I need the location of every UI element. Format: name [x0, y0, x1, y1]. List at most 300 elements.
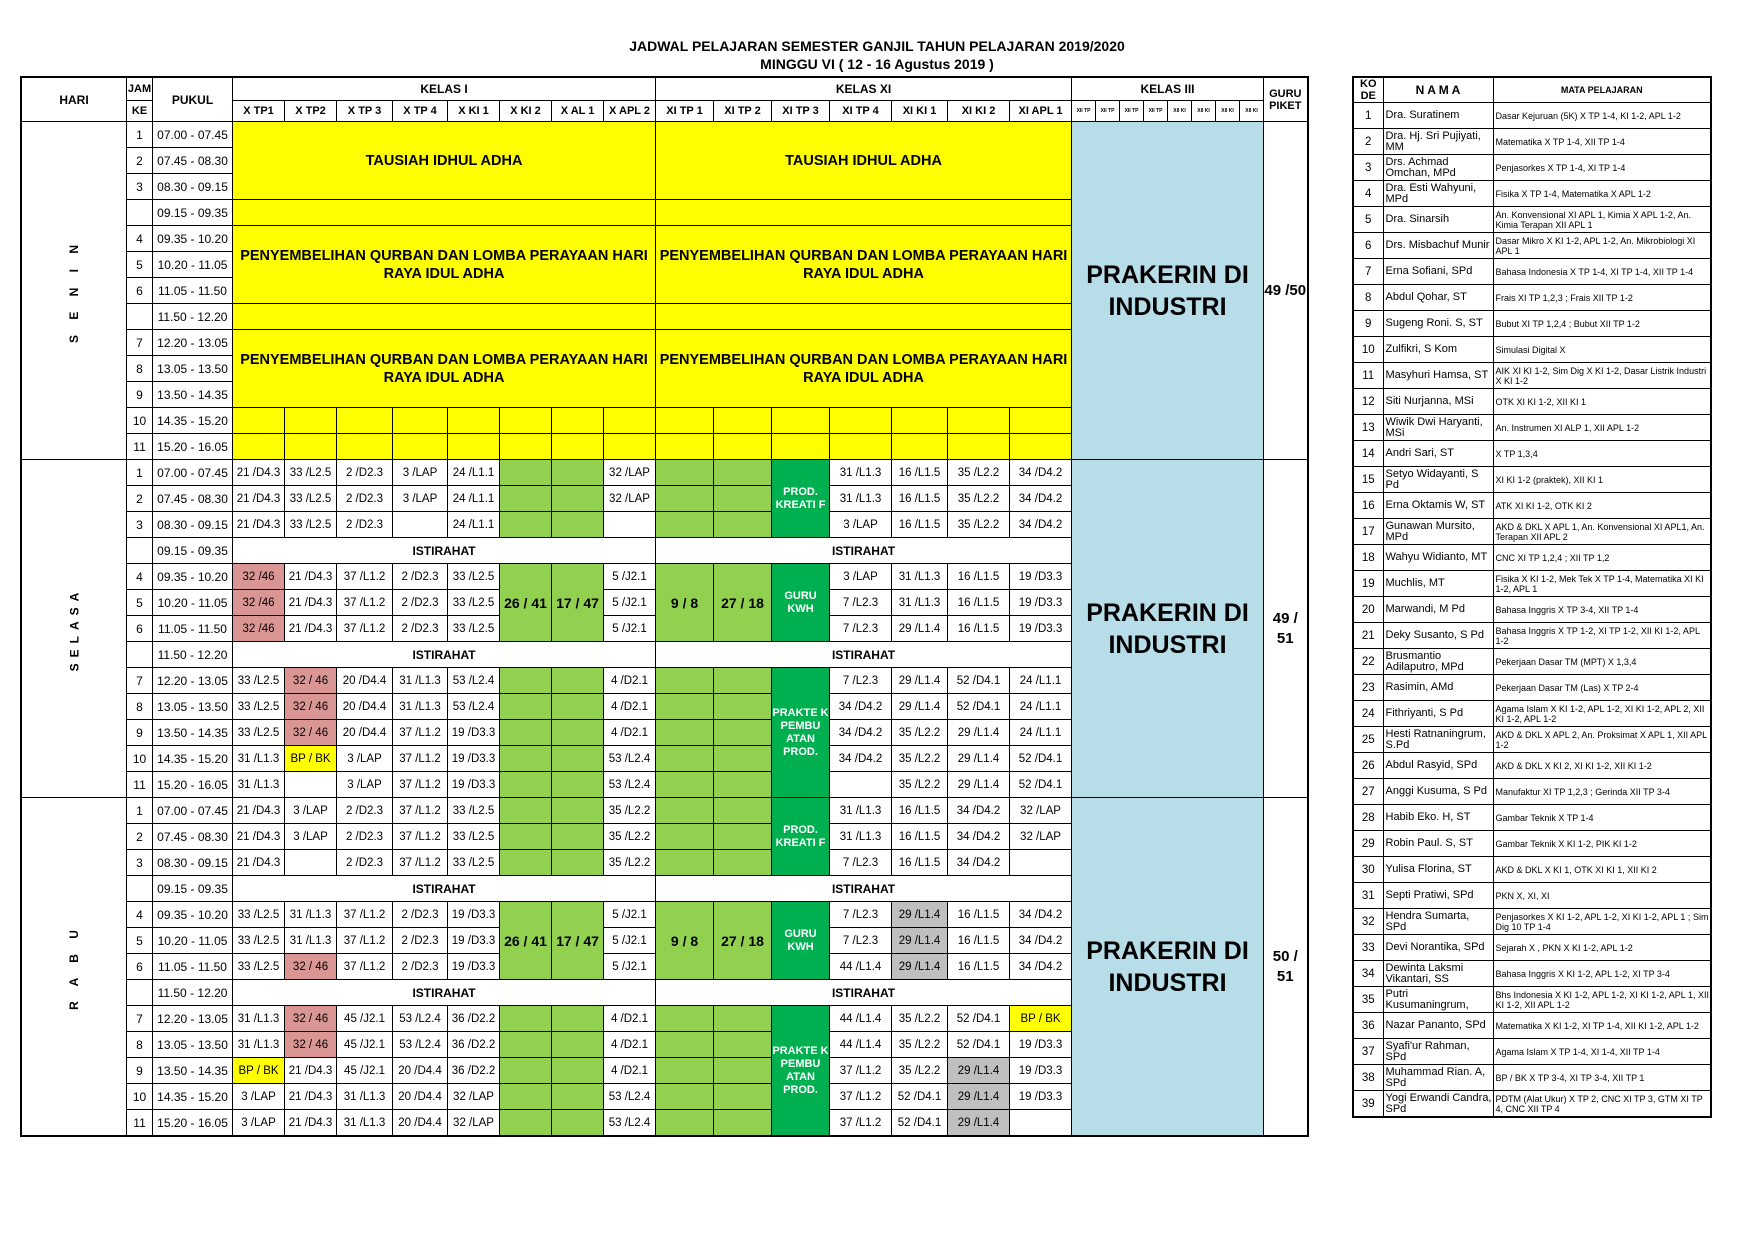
schedule-cell: 37 /L1.2 — [393, 798, 448, 824]
class-header: XI KI 2 — [948, 101, 1010, 122]
schedule-cell: 29 /L1.4 — [892, 616, 948, 642]
schedule-cell: 35 /L2.2 — [892, 772, 948, 798]
teacher-row — [1353, 103, 1711, 129]
schedule-cell: 32 / 46 — [285, 668, 337, 694]
schedule-cell: 29 /L1.4 — [892, 902, 948, 928]
time-slot: 13.05 - 13.50 — [153, 356, 233, 382]
teacher-row — [1353, 493, 1711, 519]
schedule-cell: 34 /D4.2 — [1010, 460, 1072, 486]
empty-cell — [552, 1058, 604, 1084]
teacher-row — [1353, 519, 1711, 545]
schedule-cell: 21 /D4.3 — [285, 564, 337, 590]
teacher-mapel: BP / BK X TP 3-4, XI TP 3-4, XII TP 1 — [1493, 1065, 1711, 1091]
empty-cell — [656, 772, 714, 798]
schedule-cell: 34 /D4.2 — [830, 746, 892, 772]
empty-cell — [552, 824, 604, 850]
empty-cell — [500, 694, 552, 720]
time-slot: 12.20 - 13.05 — [153, 1006, 233, 1032]
class-header: XII KI — [1192, 101, 1216, 122]
schedule-cell: 24 /L1.1 — [448, 460, 500, 486]
schedule-cell: 19 /D3.3 — [1010, 564, 1072, 590]
empty-cell — [714, 824, 772, 850]
empty-cell — [714, 772, 772, 798]
teacher-nama: Setyo Widayanti, S Pd — [1383, 467, 1493, 493]
schedule-cell: 37 /L1.2 — [337, 590, 393, 616]
empty-cell — [552, 408, 604, 434]
teacher-mapel: PKN X, XI, XI — [1493, 883, 1711, 909]
jam-ke: 10 — [127, 1084, 153, 1110]
teacher-kode: 19 — [1353, 571, 1383, 597]
teacher-nama: Robin Paul. S, ST — [1383, 831, 1493, 857]
jam-ke: 4 — [127, 226, 153, 252]
schedule-cell: 37 /L1.2 — [393, 720, 448, 746]
empty-cell — [552, 720, 604, 746]
teacher-nama: Andri Sari, ST — [1383, 441, 1493, 467]
guru-piket-rabu: 50 / 51 — [1264, 798, 1308, 1137]
empty-cell — [714, 1006, 772, 1032]
teacher-mapel: An. Instrumen XI ALP 1, XII APL 1-2 — [1493, 415, 1711, 441]
schedule-cell: 33 /L2.5 — [448, 824, 500, 850]
schedule-cell: 2 /D2.3 — [337, 486, 393, 512]
teacher-nama: Abdul Qohar, ST — [1383, 285, 1493, 311]
empty-cell — [714, 408, 772, 434]
empty-cell — [892, 408, 948, 434]
schedule-cell: 32 /LAP — [448, 1084, 500, 1110]
class-header: XII KI — [1216, 101, 1240, 122]
schedule-cell: 44 /L1.4 — [830, 1032, 892, 1058]
schedule-cell: 16 /L1.5 — [892, 824, 948, 850]
teacher-nama: Dra. Hj. Sri Pujiyati, MM — [1383, 129, 1493, 155]
jam-ke: 6 — [127, 616, 153, 642]
schedule-cell: 19 /D3.3 — [448, 720, 500, 746]
teacher-mapel: AKD & DKL X KI 2, XI KI 1-2, XII KI 1-2 — [1493, 753, 1711, 779]
schedule-cell: 19 /D3.3 — [448, 902, 500, 928]
schedule-cell: 52 /D4.1 — [892, 1110, 948, 1137]
empty-cell — [656, 694, 714, 720]
schedule-cell: 29 /L1.4 — [892, 928, 948, 954]
time-slot: 11.05 - 11.50 — [153, 616, 233, 642]
schedule-cell: 32 /LAP — [1010, 824, 1072, 850]
schedule-cell: 31 /L1.3 — [830, 824, 892, 850]
schedule-cell: 52 /D4.1 — [1010, 746, 1072, 772]
teacher-row — [1353, 467, 1711, 493]
schedule-cell: 7 /L2.3 — [830, 850, 892, 876]
empty-cell — [830, 434, 892, 460]
schedule-cell: 31 /L1.3 — [830, 798, 892, 824]
schedule-cell: 2 /D2.3 — [337, 824, 393, 850]
schedule-cell: 3 /LAP — [337, 746, 393, 772]
teacher-nama: Brusmantio Adilaputro, MPd — [1383, 649, 1493, 675]
schedule-cell: 24 /L1.1 — [448, 512, 500, 538]
schedule-cell: 7 /L2.3 — [830, 902, 892, 928]
empty-cell — [656, 1032, 714, 1058]
empty-cell — [656, 1110, 714, 1137]
schedule-cell: 21 /D4.3 — [285, 616, 337, 642]
schedule-cell: 20 /D4.4 — [393, 1084, 448, 1110]
istirahat-row: ISTIRAHAT — [656, 980, 1072, 1006]
schedule-cell: 33 /L2.5 — [233, 720, 285, 746]
empty-cell — [714, 434, 772, 460]
schedule-cell: 31 /L1.3 — [830, 460, 892, 486]
schedule-cell — [830, 772, 892, 798]
guru-piket-selasa: 49 / 51 — [1264, 460, 1308, 798]
qurban-event: PENYEMBELIHAN QURBAN DAN LOMBA PERAYAAN HARI RAYA IDUL ADHA — [233, 226, 656, 304]
time-slot: 09.35 - 10.20 — [153, 226, 233, 252]
schedule-cell: 33 /L2.5 — [233, 928, 285, 954]
teacher-nama: Hendra Sumarta, SPd — [1383, 909, 1493, 935]
schedule-cell: 32 /46 — [233, 616, 285, 642]
empty-cell — [500, 1032, 552, 1058]
schedule-cell: 16 /L1.5 — [892, 512, 948, 538]
istirahat-row: ISTIRAHAT — [233, 642, 656, 668]
jam-ke — [127, 642, 153, 668]
schedule-cell: 37 /L1.2 — [393, 850, 448, 876]
schedule-cell: 21 /D4.3 — [233, 850, 285, 876]
jam-ke: 3 — [127, 174, 153, 200]
schedule-cell: 2 /D2.3 — [393, 590, 448, 616]
schedule-cell: 35 /L2.2 — [604, 824, 656, 850]
empty-cell — [500, 1006, 552, 1032]
teacher-nama: Muhammad Rian. A, SPd — [1383, 1065, 1493, 1091]
schedule-cell: 21 /D4.3 — [233, 460, 285, 486]
schedule-cell: 33 /L2.5 — [448, 616, 500, 642]
schedule-cell: 24 /L1.1 — [1010, 720, 1072, 746]
empty-cell — [233, 434, 285, 460]
teacher-mapel: Bhs Indonesia X KI 1-2, APL 1-2, XI KI 1-2, APL 1, XII KI 1-2, XII APL 1-2 — [1493, 987, 1711, 1013]
teacher-mapel: An. Konvensional XI APL 1, Kimia X APL 1-2, An. Kimia Terapan XII APL 1 — [1493, 207, 1711, 233]
schedule-cell: 19 /D3.3 — [448, 746, 500, 772]
schedule-cell: 33 /L2.5 — [233, 902, 285, 928]
schedule-cell: 5 /J2.1 — [604, 564, 656, 590]
xi-tp3-block: PRAKTE K PEMBU ATAN PROD. — [772, 668, 830, 798]
schedule-cell: 31 /L1.3 — [830, 486, 892, 512]
teacher-row — [1353, 779, 1711, 805]
schedule-cell: 24 /L1.1 — [1010, 694, 1072, 720]
schedule-cell: 31 /L1.3 — [393, 668, 448, 694]
schedule-cell: 5 /J2.1 — [604, 590, 656, 616]
teacher-nama: Drs. Achmad Omchan, MPd — [1383, 155, 1493, 181]
teacher-kode: 39 — [1353, 1091, 1383, 1118]
schedule-cell: 52 /D4.1 — [948, 668, 1010, 694]
empty-cell — [714, 694, 772, 720]
schedule-cell: 3 /LAP — [830, 512, 892, 538]
teacher-kode: 9 — [1353, 311, 1383, 337]
teacher-kode: 6 — [1353, 233, 1383, 259]
class-header: X TP2 — [285, 101, 337, 122]
teacher-nama: Putri Kusumaningrum, — [1383, 987, 1493, 1013]
teacher-row — [1353, 285, 1711, 311]
teacher-mapel: PDTM (Alat Ukur) X TP 2, CNC XI TP 3, GTM XI TP 4, CNC XII TP 4 — [1493, 1091, 1711, 1118]
time-slot: 13.05 - 13.50 — [153, 1032, 233, 1058]
class-header: X TP 4 — [393, 101, 448, 122]
empty-cell — [552, 1006, 604, 1032]
schedule-cell: 7 /L2.3 — [830, 590, 892, 616]
schedule-cell: 2 /D2.3 — [393, 954, 448, 980]
teacher-mapel: Fisika X TP 1-4, Matematika X APL 1-2 — [1493, 181, 1711, 207]
schedule-cell: 31 /L1.3 — [337, 1110, 393, 1137]
class-header: XI TP 3 — [772, 101, 830, 122]
jam-ke: 1 — [127, 460, 153, 486]
empty-cell — [500, 486, 552, 512]
teacher-kode: 25 — [1353, 727, 1383, 753]
schedule-cell: 16 /L1.5 — [892, 486, 948, 512]
teacher-row — [1353, 649, 1711, 675]
combined-class-cell: 27 / 18 — [714, 902, 772, 980]
schedule-cell: 21 /D4.3 — [285, 1110, 337, 1137]
combined-class-cell: 26 / 41 — [500, 564, 552, 642]
teacher-mapel: Dasar Mikro X KI 1-2, APL 1-2, An. Mikrobiologi XI APL 1 — [1493, 233, 1711, 259]
schedule-subtitle: MINGGU VI ( 12 - 16 Agustus 2019 ) — [760, 56, 994, 72]
prakerin-block: PRAKERIN DI INDUSTRI — [1072, 460, 1264, 798]
empty-cell — [285, 434, 337, 460]
empty-cell — [552, 486, 604, 512]
teacher-nama: Drs. Misbachuf Munir — [1383, 233, 1493, 259]
istirahat-row: ISTIRAHAT — [656, 876, 1072, 902]
jam-ke: 8 — [127, 356, 153, 382]
teacher-mapel: Simulasi Digital X — [1493, 337, 1711, 363]
teacher-kode: 23 — [1353, 675, 1383, 701]
jam-ke — [127, 980, 153, 1006]
schedule-cell: 37 /L1.2 — [337, 564, 393, 590]
teacher-nama: Nazar Pananto, SPd — [1383, 1013, 1493, 1039]
teacher-row — [1353, 571, 1711, 597]
teacher-row — [1353, 129, 1711, 155]
empty-cell — [714, 460, 772, 486]
teacher-kode: 15 — [1353, 467, 1383, 493]
teacher-kode: 21 — [1353, 623, 1383, 649]
empty-cell — [500, 460, 552, 486]
teacher-kode: 14 — [1353, 441, 1383, 467]
teacher-mapel: OTK XI KI 1-2, XII KI 1 — [1493, 389, 1711, 415]
jam-ke — [127, 304, 153, 330]
jam-ke: 3 — [127, 850, 153, 876]
teacher-nama: Marwandi, M Pd — [1383, 597, 1493, 623]
empty-cell — [714, 668, 772, 694]
schedule-cell: 45 /J2.1 — [337, 1006, 393, 1032]
schedule-cell: 21 /D4.3 — [233, 486, 285, 512]
teacher-nama: Muchlis, MT — [1383, 571, 1493, 597]
schedule-cell: 20 /D4.4 — [337, 668, 393, 694]
schedule-cell: 19 /D3.3 — [1010, 1032, 1072, 1058]
teacher-mapel: AKD & DKL X KI 1, OTK XI KI 1, XII KI 2 — [1493, 857, 1711, 883]
jam-ke — [127, 538, 153, 564]
teacher-kode: 7 — [1353, 259, 1383, 285]
empty-cell — [337, 408, 393, 434]
istirahat-row: ISTIRAHAT — [656, 642, 1072, 668]
teacher-nama: Dewinta Laksmi Vikantari, SS — [1383, 961, 1493, 987]
jam-ke: 9 — [127, 720, 153, 746]
teacher-mapel: Matematika X KI 1-2, XI TP 1-4, XII KI 1-2, APL 1-2 — [1493, 1013, 1711, 1039]
schedule-cell: 34 /D4.2 — [1010, 512, 1072, 538]
teacher-mapel: AKD & DKL X APL 2, An. Proksimat X APL 1, XII APL 1-2 — [1493, 727, 1711, 753]
schedule-cell: 37 /L1.2 — [830, 1084, 892, 1110]
empty-cell — [552, 772, 604, 798]
schedule-cell: 35 /L2.2 — [604, 850, 656, 876]
time-slot: 10.20 - 11.05 — [153, 252, 233, 278]
schedule-cell: 35 /L2.2 — [892, 720, 948, 746]
empty-cell — [656, 798, 714, 824]
teacher-kode: 26 — [1353, 753, 1383, 779]
schedule-cell: 37 /L1.2 — [393, 824, 448, 850]
teacher-mapel: Gambar Teknik X TP 1-4 — [1493, 805, 1711, 831]
schedule-cell: 35 /L2.2 — [892, 1058, 948, 1084]
class-header: XII KI — [1168, 101, 1192, 122]
break-cell — [656, 200, 1072, 226]
jam-ke: 1 — [127, 798, 153, 824]
schedule-cell: 53 /L2.4 — [393, 1006, 448, 1032]
schedule-cell: 29 /L1.4 — [948, 746, 1010, 772]
schedule-cell: 52 /D4.1 — [892, 1084, 948, 1110]
schedule-cell: 31 /L1.3 — [337, 1084, 393, 1110]
class-header: X TP 3 — [337, 101, 393, 122]
teacher-mapel: Pekerjaan Dasar TM (MPT) X 1,3,4 — [1493, 649, 1711, 675]
empty-cell — [500, 824, 552, 850]
schedule-cell: 33 /L2.5 — [448, 850, 500, 876]
teacher-nama: Siti Nurjanna, MSi — [1383, 389, 1493, 415]
header-kelas-3: KELAS III — [1072, 77, 1264, 101]
teacher-kode: 3 — [1353, 155, 1383, 181]
schedule-cell: 35 /L2.2 — [948, 486, 1010, 512]
teacher-mapel: Agama Islam X KI 1-2, APL 1-2, XI KI 1-2, APL 2, XII KI 1-2, APL 1-2 — [1493, 701, 1711, 727]
jam-ke — [127, 876, 153, 902]
combined-class-cell: 9 / 8 — [656, 902, 714, 980]
schedule-cell: 21 /D4.3 — [233, 512, 285, 538]
empty-cell — [500, 408, 552, 434]
empty-cell — [500, 850, 552, 876]
class-header: XI TP 4 — [830, 101, 892, 122]
combined-class-cell: 9 / 8 — [656, 564, 714, 642]
schedule-cell: BP / BK — [1010, 1006, 1072, 1032]
class-header: XII TP — [1072, 101, 1096, 122]
teacher-nama: Yulisa Florina, ST — [1383, 857, 1493, 883]
schedule-cell: 36 /D2.2 — [448, 1006, 500, 1032]
schedule-cell: 19 /D3.3 — [1010, 1058, 1072, 1084]
schedule-cell: 29 /L1.4 — [892, 954, 948, 980]
jam-ke: 10 — [127, 746, 153, 772]
teacher-kode: 38 — [1353, 1065, 1383, 1091]
day-senin-label: S E N I N — [67, 238, 82, 343]
teacher-row — [1353, 805, 1711, 831]
teacher-row — [1353, 623, 1711, 649]
teacher-kode: 10 — [1353, 337, 1383, 363]
schedule-cell: 7 /L2.3 — [830, 928, 892, 954]
schedule-cell: 35 /L2.2 — [892, 1032, 948, 1058]
jam-ke: 8 — [127, 1032, 153, 1058]
teacher-mapel: Bahasa Inggris X KI 1-2, APL 1-2, XI TP 3-4 — [1493, 961, 1711, 987]
teacher-row — [1353, 415, 1711, 441]
teacher-row — [1353, 207, 1711, 233]
teacher-row — [1353, 259, 1711, 285]
schedule-cell: 21 /D4.3 — [285, 1058, 337, 1084]
xi-tp3-block: PRAKTE K PEMBU ATAN PROD. — [772, 1006, 830, 1137]
schedule-cell: 52 /D4.1 — [948, 1032, 1010, 1058]
schedule-cell: 32 /46 — [233, 564, 285, 590]
teacher-mapel: XI KI 1-2 (praktek), XII KI 1 — [1493, 467, 1711, 493]
teacher-row — [1353, 363, 1711, 389]
time-slot: 07.45 - 08.30 — [153, 486, 233, 512]
time-slot: 09.15 - 09.35 — [153, 876, 233, 902]
empty-cell — [552, 850, 604, 876]
time-slot: 08.30 - 09.15 — [153, 512, 233, 538]
teacher-nama: Dra. Sinarsih — [1383, 207, 1493, 233]
teacher-nama: Gunawan Mursito, MPd — [1383, 519, 1493, 545]
schedule-cell: 34 /D4.2 — [830, 694, 892, 720]
combined-class-cell: 27 / 18 — [714, 564, 772, 642]
schedule-cell: 19 /D3.3 — [448, 928, 500, 954]
teacher-row — [1353, 675, 1711, 701]
schedule-cell: 16 /L1.5 — [948, 954, 1010, 980]
schedule-cell: 3 /LAP — [233, 1084, 285, 1110]
schedule-cell: 35 /L2.2 — [948, 512, 1010, 538]
schedule-cell: 2 /D2.3 — [337, 460, 393, 486]
istirahat-row: ISTIRAHAT — [233, 876, 656, 902]
class-header: XII TP — [1120, 101, 1144, 122]
teacher-nama: Rasimin, AMd — [1383, 675, 1493, 701]
teacher-mapel: Fisika X KI 1-2, Mek Tek X TP 1-4, Matematika XI KI 1-2, APL 1 — [1493, 571, 1711, 597]
header-hari: HARI — [21, 77, 127, 122]
time-slot: 15.20 - 16.05 — [153, 772, 233, 798]
schedule-cell: 32 /LAP — [604, 460, 656, 486]
time-slot: 15.20 - 16.05 — [153, 1110, 233, 1137]
teacher-kode: 34 — [1353, 961, 1383, 987]
class-header: XI TP 1 — [656, 101, 714, 122]
schedule-cell: 32 / 46 — [285, 720, 337, 746]
schedule-cell: 2 /D2.3 — [337, 798, 393, 824]
time-slot: 15.20 - 16.05 — [153, 434, 233, 460]
teacher-mapel: CNC XI TP 1,2,4 ; XII TP 1,2 — [1493, 545, 1711, 571]
teacher-row — [1353, 857, 1711, 883]
empty-cell — [552, 460, 604, 486]
schedule-cell: 19 /D3.3 — [448, 772, 500, 798]
empty-cell — [772, 434, 830, 460]
schedule-cell: 53 /L2.4 — [604, 746, 656, 772]
teacher-kode: 5 — [1353, 207, 1383, 233]
schedule-cell: 29 /L1.4 — [892, 694, 948, 720]
teacher-mapel: ATK XI KI 1-2, OTK KI 2 — [1493, 493, 1711, 519]
time-slot: 11.50 - 12.20 — [153, 980, 233, 1006]
qurban-event: PENYEMBELIHAN QURBAN DAN LOMBA PERAYAAN HARI RAYA IDUL ADHA — [656, 330, 1072, 408]
empty-cell — [448, 434, 500, 460]
empty-cell — [233, 408, 285, 434]
schedule-cell: 32 /LAP — [1010, 798, 1072, 824]
teacher-mapel: AKD & DKL X APL 1, An. Konvensional XI APL1, An. Terapan XII APL 2 — [1493, 519, 1711, 545]
schedule-cell: 29 /L1.4 — [948, 1084, 1010, 1110]
teacher-nama: Syafi'ur Rahman, SPd — [1383, 1039, 1493, 1065]
schedule-cell: 19 /D3.3 — [1010, 1084, 1072, 1110]
teacher-row — [1353, 545, 1711, 571]
empty-cell — [714, 486, 772, 512]
teacher-kode: 33 — [1353, 935, 1383, 961]
schedule-cell: 4 /D2.1 — [604, 1006, 656, 1032]
schedule-cell: 33 /L2.5 — [285, 486, 337, 512]
schedule-cell: 53 /L2.4 — [604, 1084, 656, 1110]
schedule-cell: 34 /D4.2 — [1010, 954, 1072, 980]
schedule-cell: 20 /D4.4 — [393, 1058, 448, 1084]
qurban-event: PENYEMBELIHAN QURBAN DAN LOMBA PERAYAAN HARI RAYA IDUL ADHA — [656, 226, 1072, 304]
jam-ke: 4 — [127, 902, 153, 928]
tausiah-event: TAUSIAH IDHUL ADHA — [233, 122, 656, 200]
jam-ke: 9 — [127, 1058, 153, 1084]
empty-cell — [500, 1110, 552, 1137]
teacher-row — [1353, 311, 1711, 337]
jam-ke: 11 — [127, 1110, 153, 1137]
empty-cell — [500, 772, 552, 798]
teacher-kode: 17 — [1353, 519, 1383, 545]
empty-cell — [772, 408, 830, 434]
jam-ke: 5 — [127, 252, 153, 278]
schedule-cell: 5 /J2.1 — [604, 954, 656, 980]
schedule-cell: 37 /L1.2 — [337, 616, 393, 642]
